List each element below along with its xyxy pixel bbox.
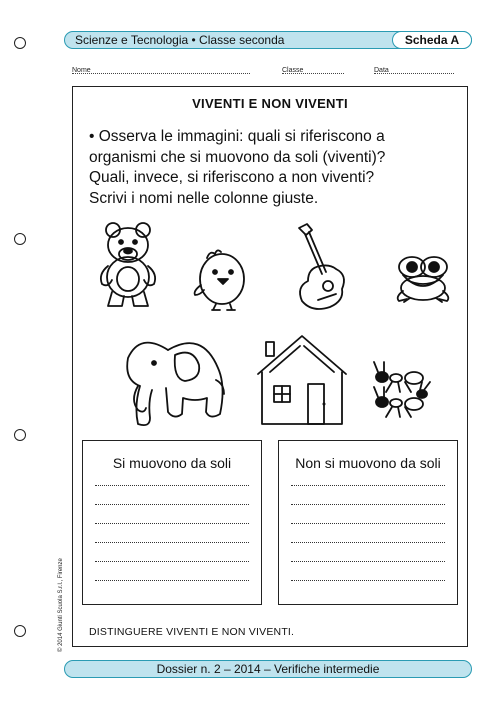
answer-line[interactable] bbox=[291, 485, 445, 486]
answer-line[interactable] bbox=[95, 580, 249, 581]
scheda-badge: Scheda A bbox=[392, 31, 472, 49]
non-living-column bbox=[278, 440, 458, 605]
answer-line[interactable] bbox=[95, 523, 249, 524]
subject-label: Scienze e Tecnologia • Classe seconda bbox=[75, 33, 285, 47]
answer-line[interactable] bbox=[291, 561, 445, 562]
classe-label: Classe bbox=[282, 67, 304, 74]
living-column bbox=[82, 440, 262, 605]
non-living-column-title: Non si muovono da soli bbox=[295, 455, 441, 471]
answer-line[interactable] bbox=[95, 561, 249, 562]
answer-line[interactable] bbox=[291, 542, 445, 543]
nome-label: Nome bbox=[72, 67, 91, 74]
learning-objective: DISTINGUERE VIVENTI E NON VIVENTI. bbox=[89, 626, 295, 638]
teddy-bear-image bbox=[101, 223, 155, 306]
frog-image bbox=[398, 257, 449, 302]
answer-line[interactable] bbox=[95, 504, 249, 505]
answer-line[interactable] bbox=[291, 580, 445, 581]
elephant-image bbox=[127, 343, 224, 426]
instruction-line: • Osserva le immagini: quali si riferiscono a bbox=[89, 128, 385, 145]
ants-image bbox=[374, 362, 430, 417]
instruction-line: Quali, invece, si riferiscono a non viventi? bbox=[89, 169, 375, 186]
guitar-image bbox=[299, 224, 344, 309]
footer-bar bbox=[64, 660, 472, 678]
worksheet-title: VIVENTI E NON VIVENTI bbox=[192, 96, 348, 111]
answer-line[interactable] bbox=[291, 523, 445, 524]
answer-line[interactable] bbox=[95, 542, 249, 543]
chick-image bbox=[195, 250, 244, 310]
living-column-title: Si muovono da soli bbox=[112, 455, 232, 471]
answer-line[interactable] bbox=[291, 504, 445, 505]
answer-line[interactable] bbox=[95, 485, 249, 486]
data-label: Data bbox=[374, 67, 389, 74]
instruction-line: organismi che si muovono da soli (viventi)? bbox=[89, 148, 386, 166]
copyright-notice: © 2014 Giunti Scuola S.r.l., Firenze bbox=[58, 558, 64, 652]
instruction-line: Scrivi i nomi nelle colonne giuste. bbox=[89, 189, 319, 207]
house-image bbox=[258, 336, 346, 424]
footer-label: Dossier n. 2 – 2014 – Verifiche intermedie bbox=[156, 662, 380, 676]
